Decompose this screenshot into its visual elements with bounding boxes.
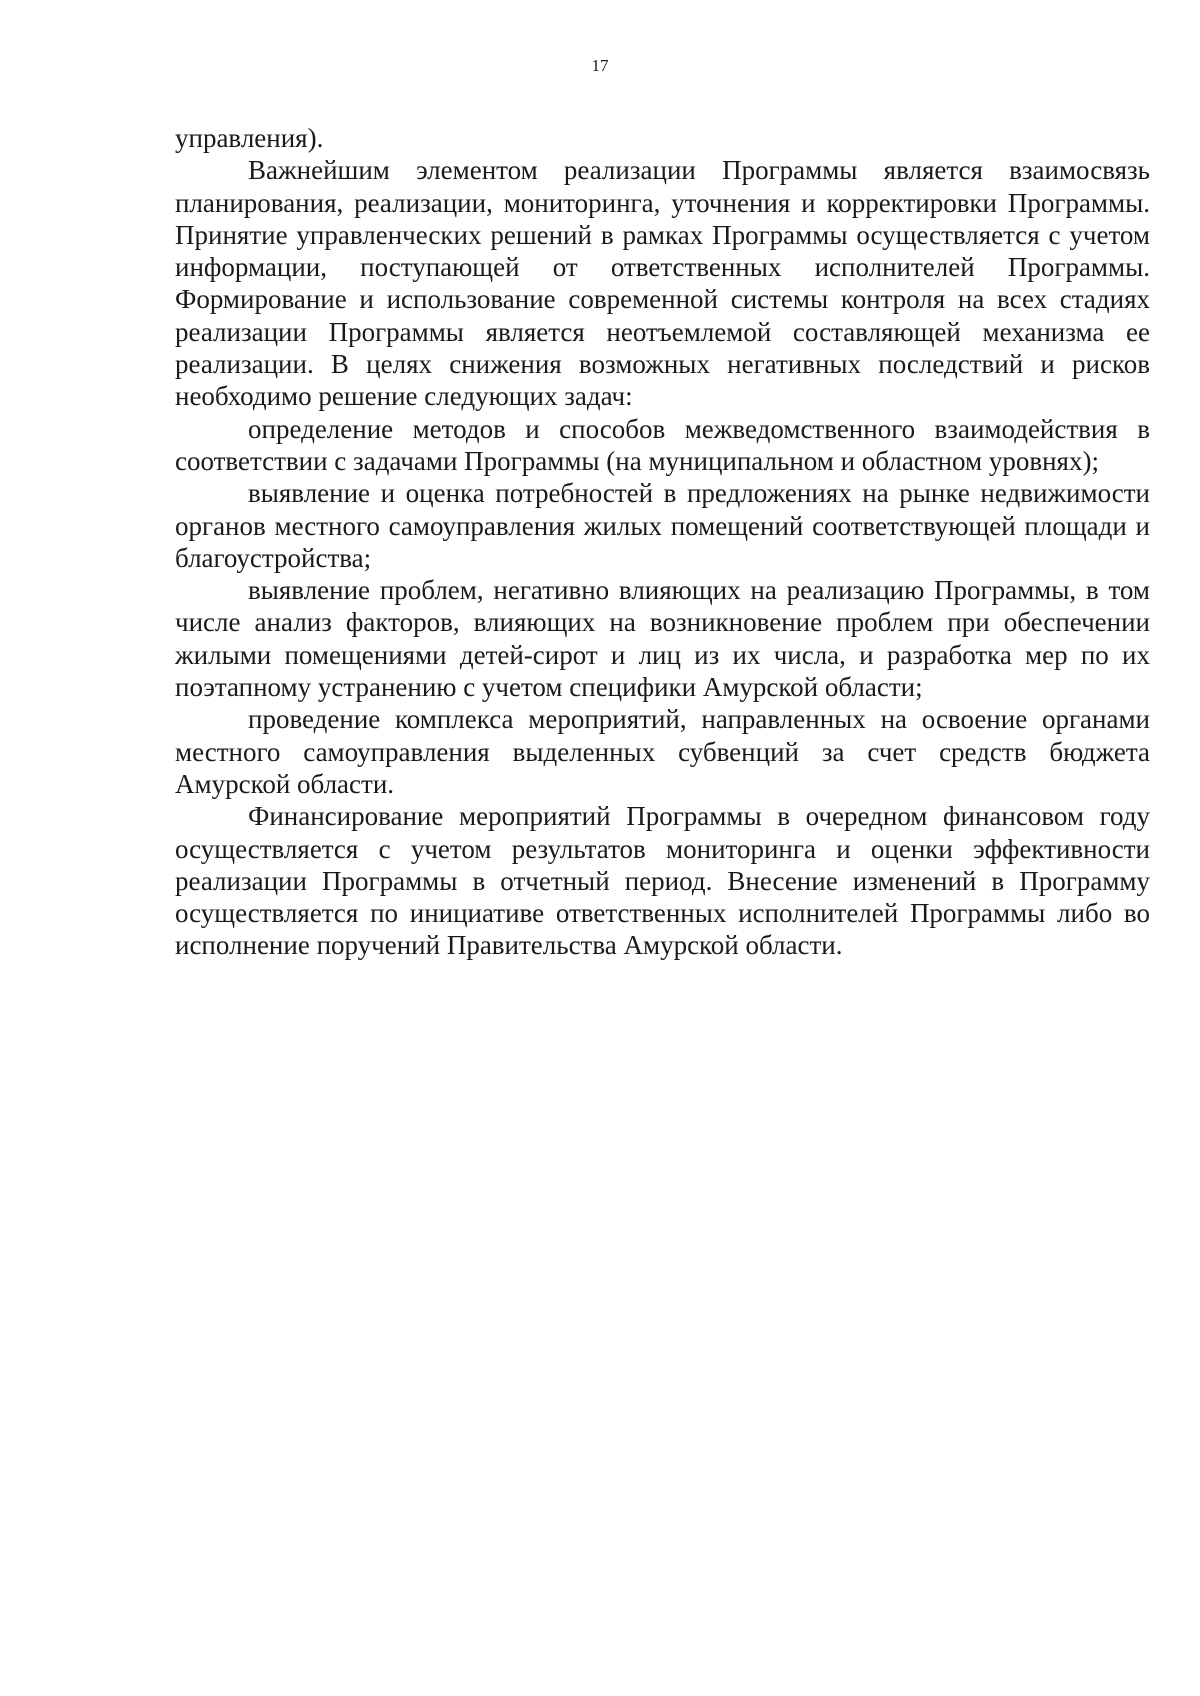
paragraph-task-market-needs: выявление и оценка потребностей в предложениях на рынке недвижимости органов местного самоуправления жилых помещений соответствующей площади и благоустройства; xyxy=(175,478,1150,573)
document-body xyxy=(175,122,1150,962)
paragraph-financing: Финансирование мероприятий Программы в очередном финансовом году осуществляется с учетом результатов мониторинга и оценки эффективности реализации Программы в отчетный период. Внесение изменений в Программу осуществляется по инициативе ответственных исполнителей Программы либо во исполнение поручений Правительства Амурской области. xyxy=(175,801,1150,961)
paragraph-continuation: управления). xyxy=(175,123,324,153)
page-number: 17 xyxy=(591,56,609,75)
paragraph-task-problems: выявление проблем, негативно влияющих на реализацию Программы, в том числе анализ факторов, влияющих на возникновение проблем при обеспечении жилыми помещениями детей-сирот и лиц из их числа, и разработка мер по их поэтапному устранению с учетом специфики Амурской области; xyxy=(175,575,1150,703)
paragraph-task-subventions: проведение комплекса мероприятий, направленных на освоение органами местного самоуправления выделенных субвенций за счет средств бюджета Амурской области. xyxy=(175,704,1150,799)
paragraph-implementation-mechanism: Важнейшим элементом реализации Программы является взаимосвязь планирования, реализации, мониторинга, уточнения и корректировки Программы. Принятие управленческих решений в рамках Программы осуществляется с учетом информации, поступающей от ответственных исполнителей Программы. Формирование и использование современной системы контроля на всех стадиях реализации Программы является неотъемлемой составляющей механизма ее реализации. В целях снижения возможных негативных последствий и рисков необходимо решение следующих задач: xyxy=(175,155,1150,412)
paragraph-task-interagency: определение методов и способов межведомственного взаимодействия в соответствии с задачами Программы (на муниципальном и областном уровнях); xyxy=(175,413,1150,476)
